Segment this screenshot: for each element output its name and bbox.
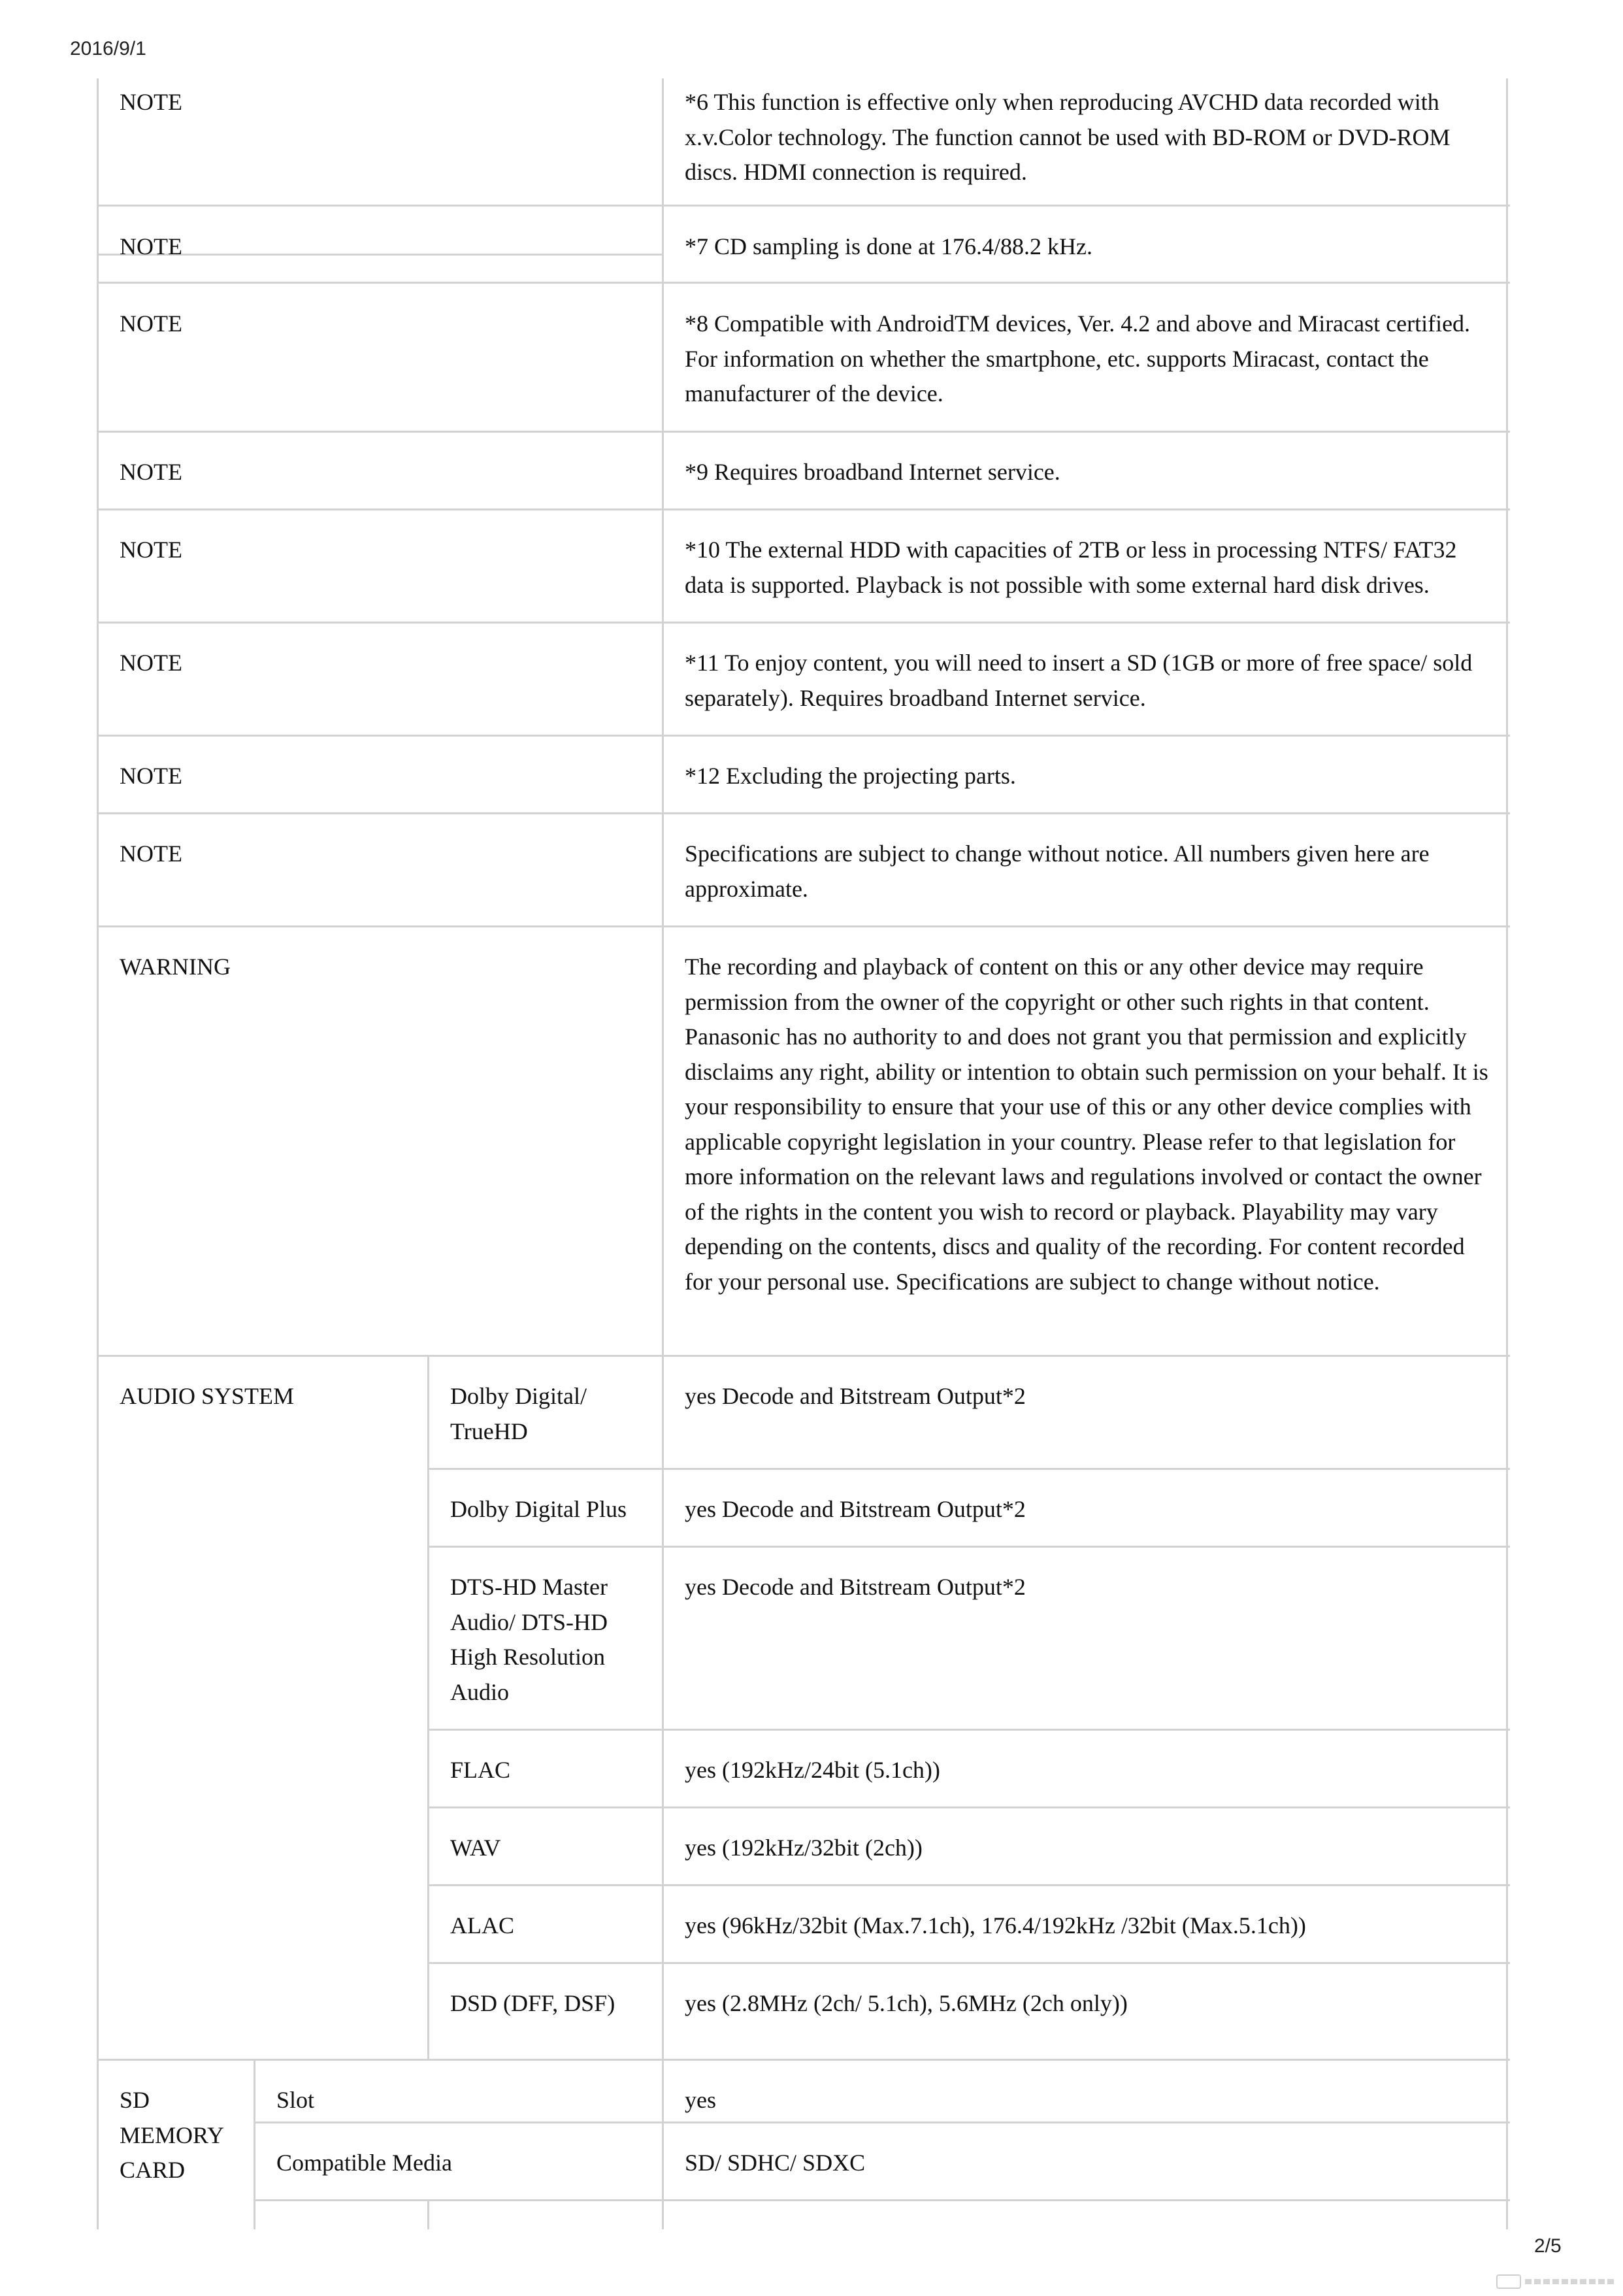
- sd-spec-name: Compatible Media: [276, 2150, 452, 2176]
- note-label: NOTE: [120, 650, 182, 676]
- row-divider: [99, 431, 1510, 433]
- note-text: *7 CD sampling is done at 176.4/88.2 kHz.: [685, 233, 1092, 259]
- page-number: 2/5: [1534, 2235, 1562, 2257]
- row-divider: [427, 1806, 1510, 1808]
- note-text: *11 To enjoy content, you will need to insert a SD (1GB or more of free space/ sold separately). Requires broadband Internet service.: [685, 650, 1473, 711]
- note-label: NOTE: [120, 459, 182, 485]
- watermark-text-graphic: [1525, 2279, 1616, 2284]
- row-divider: [427, 1729, 1510, 1731]
- audio-format-name: FLAC: [450, 1757, 511, 1783]
- audio-format-value: yes (96kHz/32bit (Max.7.1ch), 176.4/192kHz /32bit (Max.5.1ch)): [685, 1912, 1306, 1938]
- audio-format-value: yes (2.8MHz (2ch/ 5.1ch), 5.6MHz (2ch only)): [685, 1990, 1128, 2016]
- sd-spec-name: Slot: [276, 2087, 315, 2113]
- row-divider: [99, 2059, 1510, 2061]
- row-divider: [99, 282, 1510, 284]
- row-divider: [254, 2121, 1510, 2123]
- note-label: NOTE: [120, 89, 182, 115]
- note-label: NOTE: [120, 840, 182, 867]
- row-divider: [254, 2199, 1510, 2201]
- warning-text: The recording and playback of content on this or any other device may require permission from the owner of the copyright or other such rights in that content. Panasonic has no authority to and does not grant you that permission and explicitly disclaims any right, ability or intention to obtain such permission on your behalf. It is your responsibility to ensure that your use of this or any other device complies with applicable copyright legislation in your country. Please refer to that legislation for more information on the relevant laws and regulations involved or contact the owner of the rights in the content you wish to record or playback. Playability may vary depending on the contents, discs and quality of the recording. For content recorded for your personal use. Specifications are subject to change without notice.: [685, 954, 1488, 1295]
- row-divider: [99, 1355, 1510, 1357]
- row-divider: [99, 735, 1510, 737]
- audio-format-value: yes Decode and Bitstream Output*2: [685, 1496, 1026, 1522]
- note-text: *9 Requires broadband Internet service.: [685, 459, 1060, 485]
- audio-format-value: yes (192kHz/32bit (2ch)): [685, 1835, 923, 1861]
- note-label: NOTE: [120, 233, 182, 259]
- row-divider: [99, 925, 1510, 927]
- note-label: NOTE: [120, 310, 182, 337]
- row-divider: [99, 205, 1510, 207]
- column-divider: [427, 2199, 429, 2229]
- warning-label: WARNING: [120, 954, 231, 980]
- note-label: NOTE: [120, 537, 182, 563]
- row-divider: [99, 508, 1510, 510]
- row-divider: [99, 622, 1510, 624]
- audio-format-value: yes Decode and Bitstream Output*2: [685, 1574, 1026, 1600]
- row-divider: [427, 1468, 1510, 1470]
- note-text: *6 This function is effective only when reproducing AVCHD data recorded with x.v.Color technology. The function cannot be used with BD-ROM or DVD-ROM discs. HDMI connection is required.: [685, 89, 1451, 185]
- note-text: *12 Excluding the projecting parts.: [685, 763, 1016, 789]
- row-divider: [427, 1546, 1510, 1548]
- audio-format-name: WAV: [450, 1835, 501, 1861]
- row-divider: [427, 1884, 1510, 1886]
- sd-spec-value: yes: [685, 2087, 716, 2113]
- note-label: NOTE: [120, 763, 182, 789]
- logo-icon: [1496, 2274, 1521, 2289]
- row-divider: [99, 812, 1510, 814]
- watermark-logo: [1496, 2273, 1620, 2290]
- audio-format-name: Dolby Digital/ TrueHD: [450, 1383, 587, 1444]
- audio-format-name: ALAC: [450, 1912, 514, 1938]
- audio-format-value: yes (192kHz/24bit (5.1ch)): [685, 1757, 940, 1783]
- sd-memory-card-label: SD MEMORY CARD: [120, 2087, 223, 2183]
- print-date: 2016/9/1: [70, 38, 146, 59]
- audio-format-name: DTS-HD Master Audio/ DTS-HD High Resolution Audio: [450, 1574, 608, 1705]
- sd-spec-value: SD/ SDHC/ SDXC: [685, 2150, 866, 2176]
- note-text: *10 The external HDD with capacities of 2TB or less in processing NTFS/ FAT32 data is supported. Playback is not possible with some external hard disk drives.: [685, 537, 1457, 598]
- note-text: Specifications are subject to change without notice. All numbers given here are approximate.: [685, 840, 1430, 902]
- note-text: *8 Compatible with AndroidTM devices, Ver. 4.2 and above and Miracast certified. For information on whether the smartphone, etc. supports Miracast, contact the manufacturer of the device.: [685, 310, 1471, 407]
- audio-system-label: AUDIO SYSTEM: [120, 1383, 295, 1409]
- audio-format-name: DSD (DFF, DSF): [450, 1990, 615, 2016]
- spec-table: [97, 78, 1508, 2229]
- audio-format-name: Dolby Digital Plus: [450, 1496, 627, 1522]
- row-divider: [427, 1962, 1510, 1964]
- audio-format-value: yes Decode and Bitstream Output*2: [685, 1383, 1026, 1409]
